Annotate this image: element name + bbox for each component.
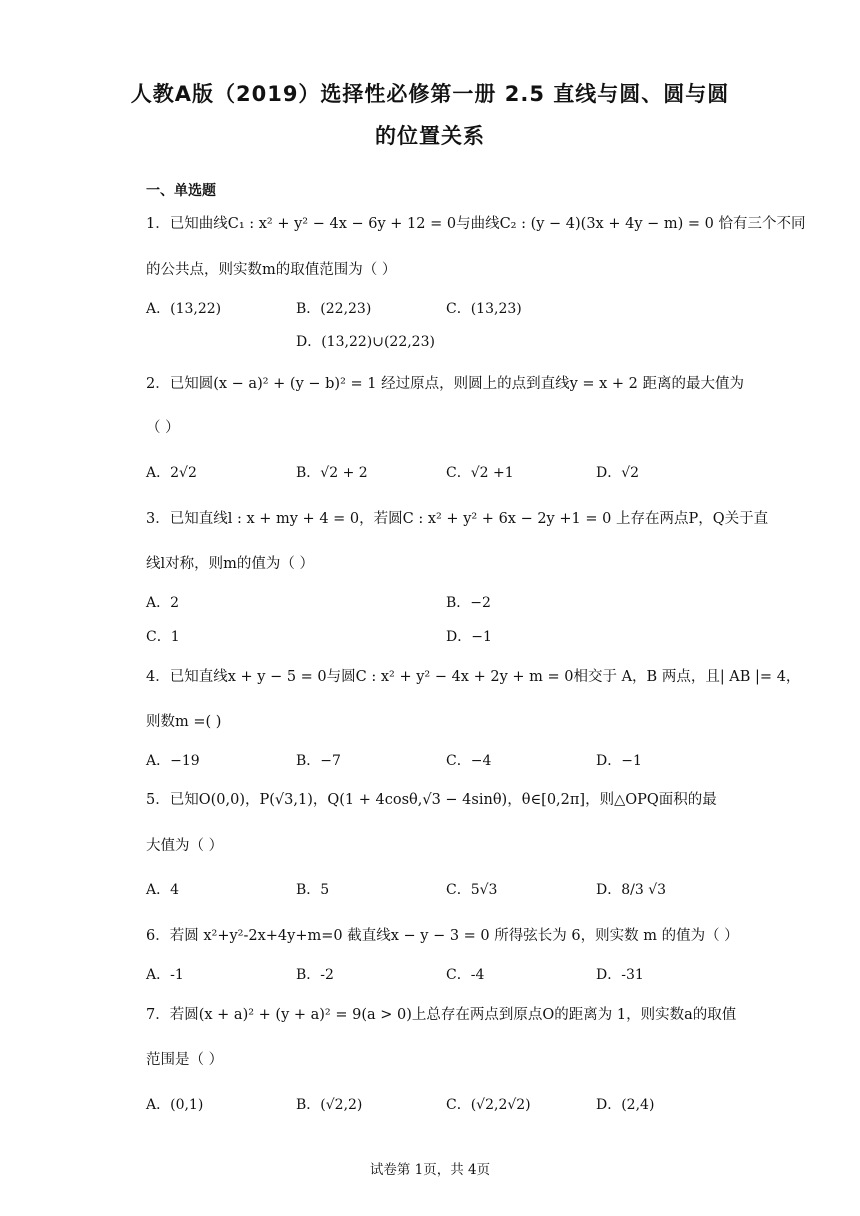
question-3-option-b: B．−2 [446, 595, 491, 611]
question-2-line-1: 2．已知圆(x − a)² + (y − b)² = 1 经过原点，则圆上的点到直线y = x + 2 距离的最大值为 [146, 376, 745, 392]
document-title-line2: 的位置关系 [375, 124, 485, 148]
section-heading: 一、单选题 [146, 183, 216, 199]
question-5-line-2: 大值为（ ） [146, 838, 224, 854]
question-3-line-1: 3．已知直线l : x + my + 4 = 0，若圆C : x² + y² + 6x − 2y +1 = 0 上存在两点P，Q关于直 [146, 511, 769, 527]
question-6-option-b: B．-2 [296, 967, 334, 983]
question-5-option-c: C．5√3 [446, 882, 498, 898]
question-2-option-a: A．2√2 [146, 465, 197, 481]
question-1-option-d: D．(13,22)∪(22,23) [296, 334, 435, 350]
question-1-option-b: B．(22,23) [296, 301, 372, 317]
question-7-option-b: B．(√2,2) [296, 1097, 363, 1113]
document-title-line1: 人教A版（2019）选择性必修第一册 2.5 直线与圆、圆与圆 [130, 82, 730, 106]
page-footer: 试卷第 1页，共 4页 [369, 1162, 491, 1178]
question-4-option-b: B．−7 [296, 753, 341, 769]
question-1-option-c: C．(13,23) [446, 301, 522, 317]
question-2-option-b: B．√2 + 2 [296, 465, 368, 481]
question-5-option-b: B．5 [296, 882, 330, 898]
question-7-option-d: D．(2,4) [596, 1097, 655, 1113]
question-4-line-1: 4．已知直线x + y − 5 = 0与圆C : x² + y² − 4x + 2y + m = 0相交于 A，B 两点，且| AB |= 4， [146, 669, 801, 685]
question-5-option-a: A．4 [146, 882, 180, 898]
question-2-option-d: D．√2 [596, 465, 640, 481]
question-3-option-d: D．−1 [446, 629, 492, 645]
question-4-option-a: A．−19 [146, 753, 200, 769]
question-2-option-c: C．√2 +1 [446, 465, 514, 481]
question-1-option-a: A．(13,22) [146, 301, 222, 317]
question-5-line-1: 5．已知O(0,0)，P(√3,1)，Q(1 + 4cosθ,√3 − 4sinθ)，θ∈[0,2π]，则△OPQ面积的最 [146, 792, 717, 808]
question-7-line-2: 范围是（ ） [146, 1052, 224, 1068]
question-1-line-2: 的公共点，则实数m的取值范围为（ ） [146, 262, 397, 278]
question-7-line-1: 7．若圆(x + a)² + (y + a)² = 9(a > 0)上总存在两点到原点O的距离为 1，则实数a的取值 [146, 1007, 737, 1023]
question-6-option-c: C．-4 [446, 967, 485, 983]
question-4-option-c: C．−4 [446, 753, 492, 769]
question-7-option-c: C．(√2,2√2) [446, 1097, 531, 1113]
question-3-option-c: C．1 [146, 629, 180, 645]
question-1-line-1: 1．已知曲线C₁ : x² + y² − 4x − 6y + 12 = 0与曲线C₂ : (y − 4)(3x + 4y − m) = 0 恰有三个不同 [146, 216, 806, 232]
question-4-line-2: 则数m =( ) [146, 714, 222, 730]
question-2-line-2: （ ） [146, 420, 180, 436]
question-3-line-2: 线l对称，则m的值为（ ） [146, 556, 314, 572]
question-4-option-d: D．−1 [596, 753, 642, 769]
question-3-option-a: A．2 [146, 595, 180, 611]
question-5-option-d: D．8/3 √3 [596, 882, 667, 898]
question-6-option-a: A．-1 [146, 967, 184, 983]
question-6-line-1: 6．若圆 x²+y²-2x+4y+m=0 截直线x − y − 3 = 0 所得弦长为 6，则实数 m 的值为（ ） [146, 928, 739, 944]
question-7-option-a: A．(0,1) [146, 1097, 204, 1113]
question-6-option-d: D．-31 [596, 967, 644, 983]
